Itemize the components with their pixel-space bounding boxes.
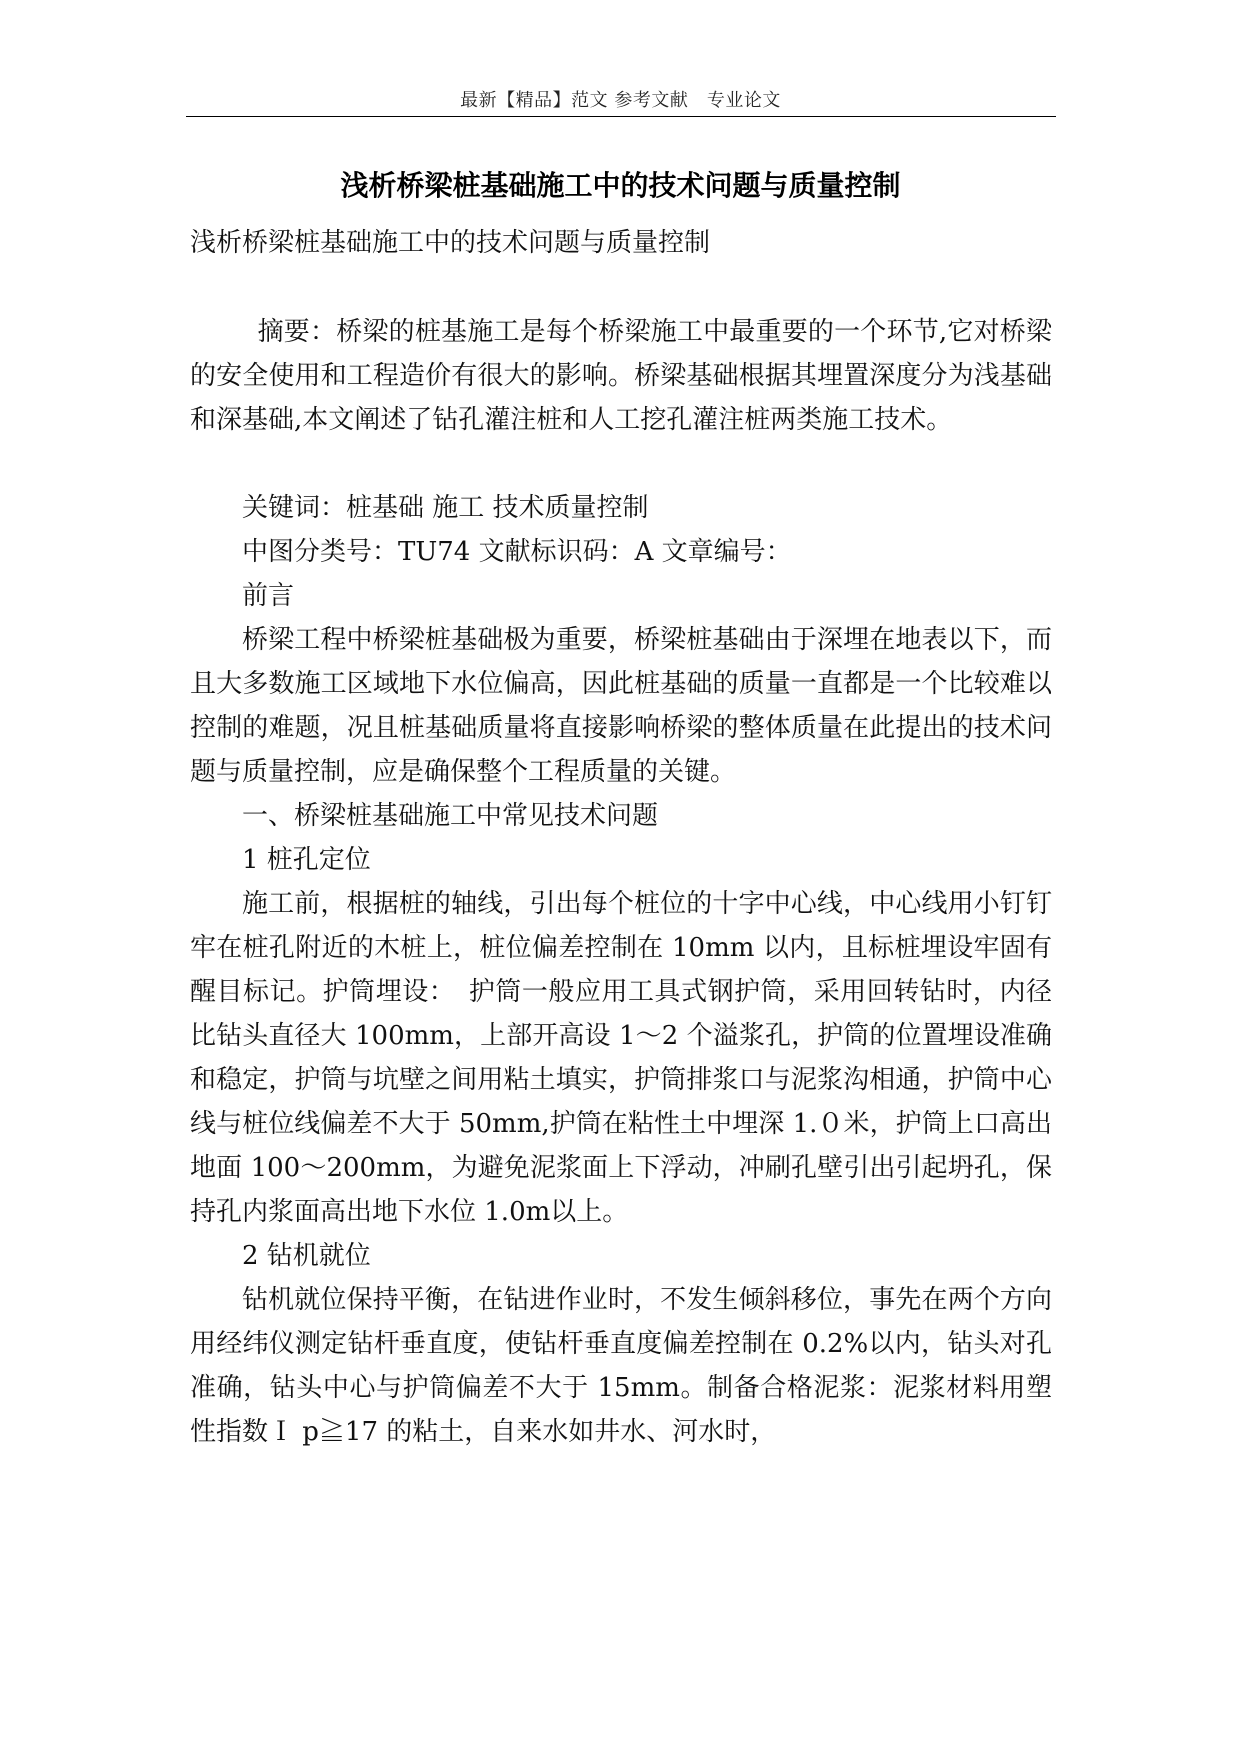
subsection-heading: 1 桩孔定位 [242,845,371,875]
paragraph-spacer [190,442,1052,486]
preface-heading: 前言 [242,581,295,611]
subsection-paragraph: 施工前，根据桩的轴线，引出每个桩位的十字中心线，中心线用小钉钉牢在桩孔附近的木桩上，桩位偏差控制在 10mm 以内，且标桩埋设牢固有醒目标记。护筒埋设： 护筒一般应用工具式钢护筒，采用回转钻时，内径比钻头直径大 100mm，上部开高设 1～2 个溢浆孔，护筒的位置埋设准确和稳定，护筒与坑壁之间用粘土填实，护筒排浆口与泥浆沟相通，护筒中心线与桩位线偏差不大于 50mm,护筒在粘性土中埋深 1.０米，护筒上口高出地面 100～200mm，为避免泥浆面上下浮动，冲刷孔壁引出引起坍孔，保持孔内浆面高出地下水位 1.0m以上。 [190,889,1052,1227]
subsection-heading: 2 钻机就位 [242,1241,371,1271]
document-title: 浅析桥梁桩基础施工中的技术问题与质量控制 [340,169,901,202]
keywords-line: 关键词：桩基础 施工 技术质量控制 [242,493,649,523]
preface-paragraph: 桥梁工程中桥梁桩基础极为重要，桥梁桩基础由于深埋在地表以下，而且大多数施工区域地下水位偏高，因此桩基础的质量一直都是一个比较难以控制的难题，况且桩基础质量将直接影响桥梁的整体质量在此提出的技术问题与质量控制，应是确保整个工程质量的关键。 [190,625,1052,787]
section-heading: 一、桥梁桩基础施工中常见技术问题 [242,801,659,831]
document-subtitle: 浅析桥梁桩基础施工中的技术问题与质量控制 [190,228,711,258]
subsection-paragraph: 钻机就位保持平衡，在钻进作业时，不发生倾斜移位，事先在两个方向用经纬仪测定钻杆垂直度，使钻杆垂直度偏差控制在 0.2%以内，钻头对孔准确，钻头中心与护筒偏差不大于 15mm。制备合格泥浆：泥浆材料用塑性指数Ｉ p≧17 的粘土，自来水如井水、河水时， [190,1285,1052,1447]
abstract-paragraph: 摘要：桥梁的桩基施工是每个桥梁施工中最重要的一个环节,它对桥梁的安全使用和工程造价有很大的影响。桥梁基础根据其埋置深度分为浅基础和深基础,本文阐述了钻孔灌注桩和人工挖孔灌注桩两类施工技术。 [190,317,1052,435]
document-body [190,310,1052,1454]
classification-line: 中图分类号：TU74 文献标识码：A 文章编号： [242,537,792,567]
running-header: 最新【精品】范文 参考文献 专业论文 [460,90,781,111]
header-divider [186,116,1056,117]
